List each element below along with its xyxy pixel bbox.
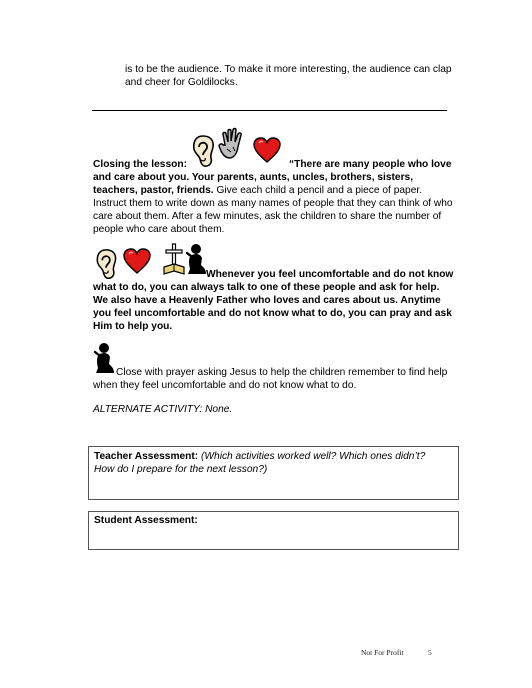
prayer-line-2: when they feel uncomfortable and do not know what to do. [93,380,357,391]
uncomfortable-line-4: you feel uncomfortable and do not know what to do, you can pray and ask [93,308,452,319]
hand-icon [219,127,245,161]
praying-child-icon [184,243,208,275]
closing-line-4: Instruct them to write down as many names of people that they can think of who [93,198,453,209]
closing-line-6: people who care about them. [93,224,225,235]
teacher-assessment-question-2: How do I prepare for the next lesson?) [94,464,268,475]
teacher-assessment-question-1: (Which activities worked well? Which ones didn’t? [198,451,426,462]
page-number: 5 [428,648,432,657]
praying-child-icon [92,342,116,374]
teacher-assessment-line-1 [94,450,425,463]
closing-line-5: care about them. After a few minutes, ask the children to share the number of [93,211,442,222]
closing-bold-line-2: teachers, pastor, friends. [93,185,214,196]
closing-bold-line-1: and care about you. Your parents, aunts, uncles, brothers, sisters, [93,172,414,183]
closing-line-3 [93,184,422,197]
uncomfortable-line-2: what to do, you can always talk to one of these people and ask for help. [93,282,440,293]
uncomfortable-line-5: Him to help you. [93,321,173,332]
student-assessment-label: Student Assessment: [94,515,198,526]
uncomfortable-line-1: Whenever you feel uncomfortable and do not know [206,269,454,280]
prayer-line-1: Close with prayer asking Jesus to help the children remember to find help [116,367,448,378]
heart-icon [253,137,281,163]
uncomfortable-line-3: We also have a Heavenly Father who loves and cares about us. Anytime [93,295,441,306]
closing-quote-start: “There are many people who love [289,159,452,170]
ear-icon [94,248,118,280]
intro-line-1: is to be the audience. To make it more interesting, the audience can clap [125,64,452,75]
closing-line-3-tail: Give each child a pencil and a piece of paper. [213,185,423,196]
ear-icon [191,134,215,168]
closing-label: Closing the lesson: [93,159,187,170]
student-assessment-box[interactable] [88,511,459,550]
footer-text: Not For Profit [361,648,404,657]
intro-line-2: and cheer for Goldilocks. [125,77,238,88]
teacher-assessment-box[interactable] [88,446,459,500]
section-divider [92,110,447,111]
heart-icon [123,248,151,274]
teacher-assessment-label: Teacher Assessment: [94,451,199,462]
alternate-activity: ALTERNATE ACTIVITY: None. [93,404,233,415]
cross-bible-icon [162,243,186,277]
